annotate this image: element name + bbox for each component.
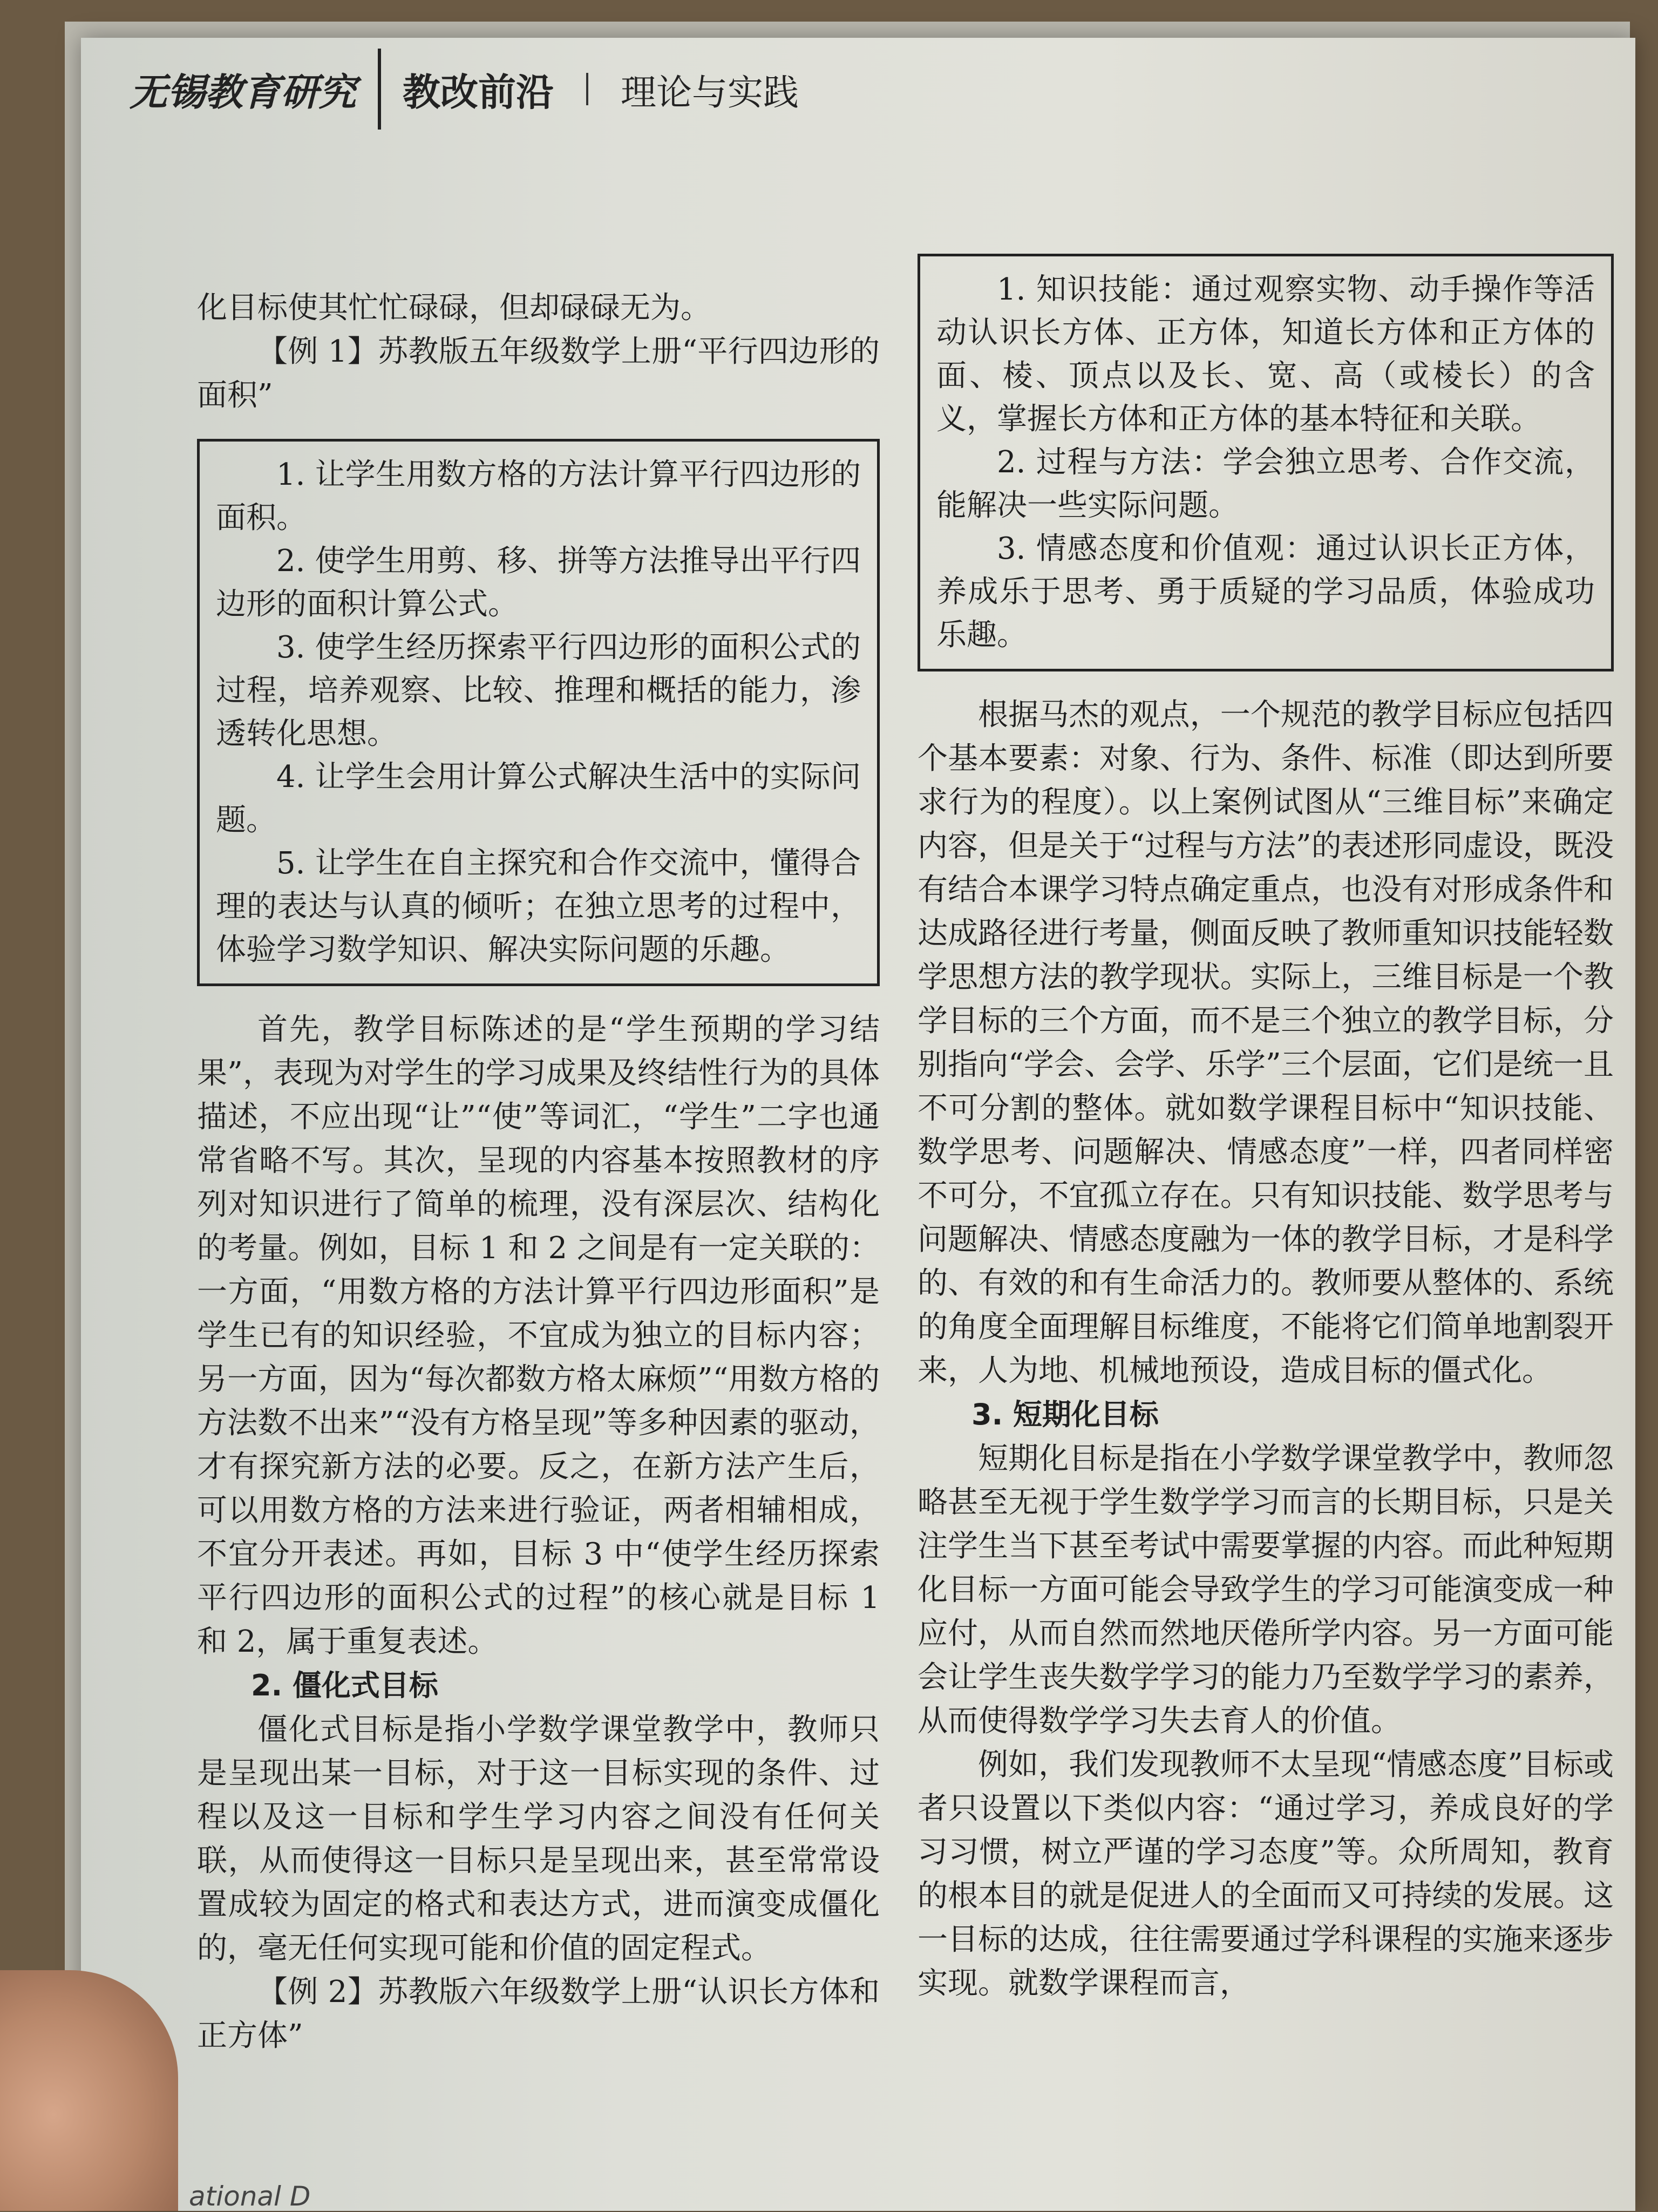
left-column: [197, 286, 880, 2058]
journal-title: 无锡教育研究: [130, 69, 356, 114]
right-column: [918, 254, 1614, 2005]
objective-item: 3. 情感态度和价值观：通过认识长正方体，养成乐于思考、勇于质疑的学习品质，体验成功乐趣。: [936, 531, 1595, 653]
objective-item: 4. 让学生会用计算公式解决生活中的实际问题。: [216, 759, 861, 838]
example-1-title: 【例 1】苏教版五年级数学上册“平行四边形的面积”: [197, 334, 880, 413]
header-divider: [378, 49, 381, 130]
right-paragraph-short-term: 短期化目标是指在小学数学课堂教学中，教师忽略甚至无视于学生数学学习而言的长期目标，只是关注学生当下甚至考试中需要掌握的内容。而此种短期化目标一方面可能会导致学生的学习可能演变成一种应付，从而自然而然地厌倦所学内容。另一方面可能会让学生丧失数学学习的能力乃至数学学习的素养，从而使得数学学习失去育人的价值。: [918, 1441, 1614, 1739]
example-1-objectives-box: [197, 439, 880, 986]
left-paragraph-rigid-goals: 僵化式目标是指小学数学课堂教学中，教师只是呈现出某一目标，对于这一目标实现的条件、过程以及这一目标和学生学习内容之间没有任何关联，从而使得这一目标只是呈现出来，甚至常常设置成较为固定的格式和表达方式，进而演变成僵化的，毫无任何实现可能和价值的固定程式。: [197, 1712, 880, 1966]
example-2-title: 【例 2】苏教版六年级数学上册“认识长方体和正方体”: [197, 1974, 880, 2053]
objective-item: 1. 让学生用数方格的方法计算平行四边形的面积。: [216, 457, 861, 535]
section-title: 教改前沿: [403, 70, 554, 114]
objective-item: 1. 知识技能：通过观察实物、动手操作等活动认识长方体、正方体，知道长方体和正方体的面、棱、顶点以及长、宽、高（或棱长）的含义，掌握长方体和正方体的基本特征和关联。: [936, 272, 1595, 437]
page-header: [130, 43, 1533, 135]
right-paragraph-example: 例如，我们发现教师不太呈现“情感态度”目标或者只设置以下类似内容：“通过学习，养成良好的学习习惯，树立严谨的学习态度”等。众所周知，教育的根本目的就是促进人的全面而又可持续的发展。这一目标的达成，往往需要通过学科课程的实施来逐步实现。就数学课程而言，: [918, 1747, 1614, 2001]
objective-item: 5. 让学生在自主探究和合作交流中，懂得合理的表达与认真的倾听；在独立思考的过程中，体验学习数学知识、解决实际问题的乐趣。: [216, 846, 861, 967]
objective-item: 2. 过程与方法：学会独立思考、合作交流，能解决一些实际问题。: [936, 445, 1595, 523]
page-footer-text: ational D: [189, 2181, 311, 2212]
objective-item: 2. 使学生用剪、移、拼等方法推导出平行四边形的面积计算公式。: [216, 544, 861, 622]
left-paragraph-analysis: 首先，教学目标陈述的是“学生预期的学习结果”，表现为对学生的学习成果及终结性行为的具体描述，不应出现“让”“使”等词汇，“学生”二字也通常省略不写。其次，呈现的内容基本按照教材的序列对知识进行了简单的梳理，没有深层次、结构化的考量。例如，目标 1 和 2 之间是有一定关联的：一方面，“用数方格的方法计算平行四边形面积”是学生已有的知识经验，不宜成为独立的目标内容；另一方面，因为“每次都数方格太麻烦”“用数方格的方法数不出来”“没有方格呈现”等多种因素的驱动，才有探究新方法的必要。反之，在新方法产生后，可以用数方格的方法来进行验证，两者相辅相成，不宜分开表述。再如，目标 3 中“使学生经历探索平行四边形的面积公式的过程”的核心就是目标 1 和 2，属于重复表述。: [197, 1012, 880, 1659]
header-separator: [586, 73, 588, 105]
example-2-objectives-box: [918, 254, 1614, 671]
right-paragraph-mager: 根据马杰的观点，一个规范的教学目标应包括四个基本要素：对象、行为、条件、标准（即达到所要求行为的程度）。以上案例试图从“三维目标”来确定内容，但是关于“过程与方法”的表述形同虚设，既没有结合本课学习特点确定重点，也没有对形成条件和达成路径进行考量，侧面反映了教师重知识技能轻数学思想方法的教学现状。实际上，三维目标是一个教学目标的三个方面，而不是三个独立的教学目标，分别指向“学会、会学、乐学”三个层面，它们是统一且不可分割的整体。就如数学课程目标中“知识技能、数学思考、问题解决、情感态度”一样，四者同样密不可分，不宜孤立存在。只有知识技能、数学思考与问题解决、情感态度融为一体的教学目标，才是科学的、有效的和有生命活力的。教师要从整体的、系统的角度全面理解目标维度，不能将它们简单地割裂开来，人为地、机械地预设，造成目标的僵式化。: [918, 697, 1614, 1388]
section-heading-3: 3. 短期化目标: [971, 1397, 1159, 1431]
left-paragraph-1: 化目标使其忙忙碌碌，但却碌碌无为。: [197, 290, 711, 325]
objective-item: 3. 使学生经历探索平行四边形的面积公式的过程，培养观察、比较、推理和概括的能力，渗透转化思想。: [216, 630, 861, 751]
subsection-title: 理论与实践: [621, 71, 799, 113]
section-heading-2: 2. 僵化式目标: [251, 1668, 438, 1702]
